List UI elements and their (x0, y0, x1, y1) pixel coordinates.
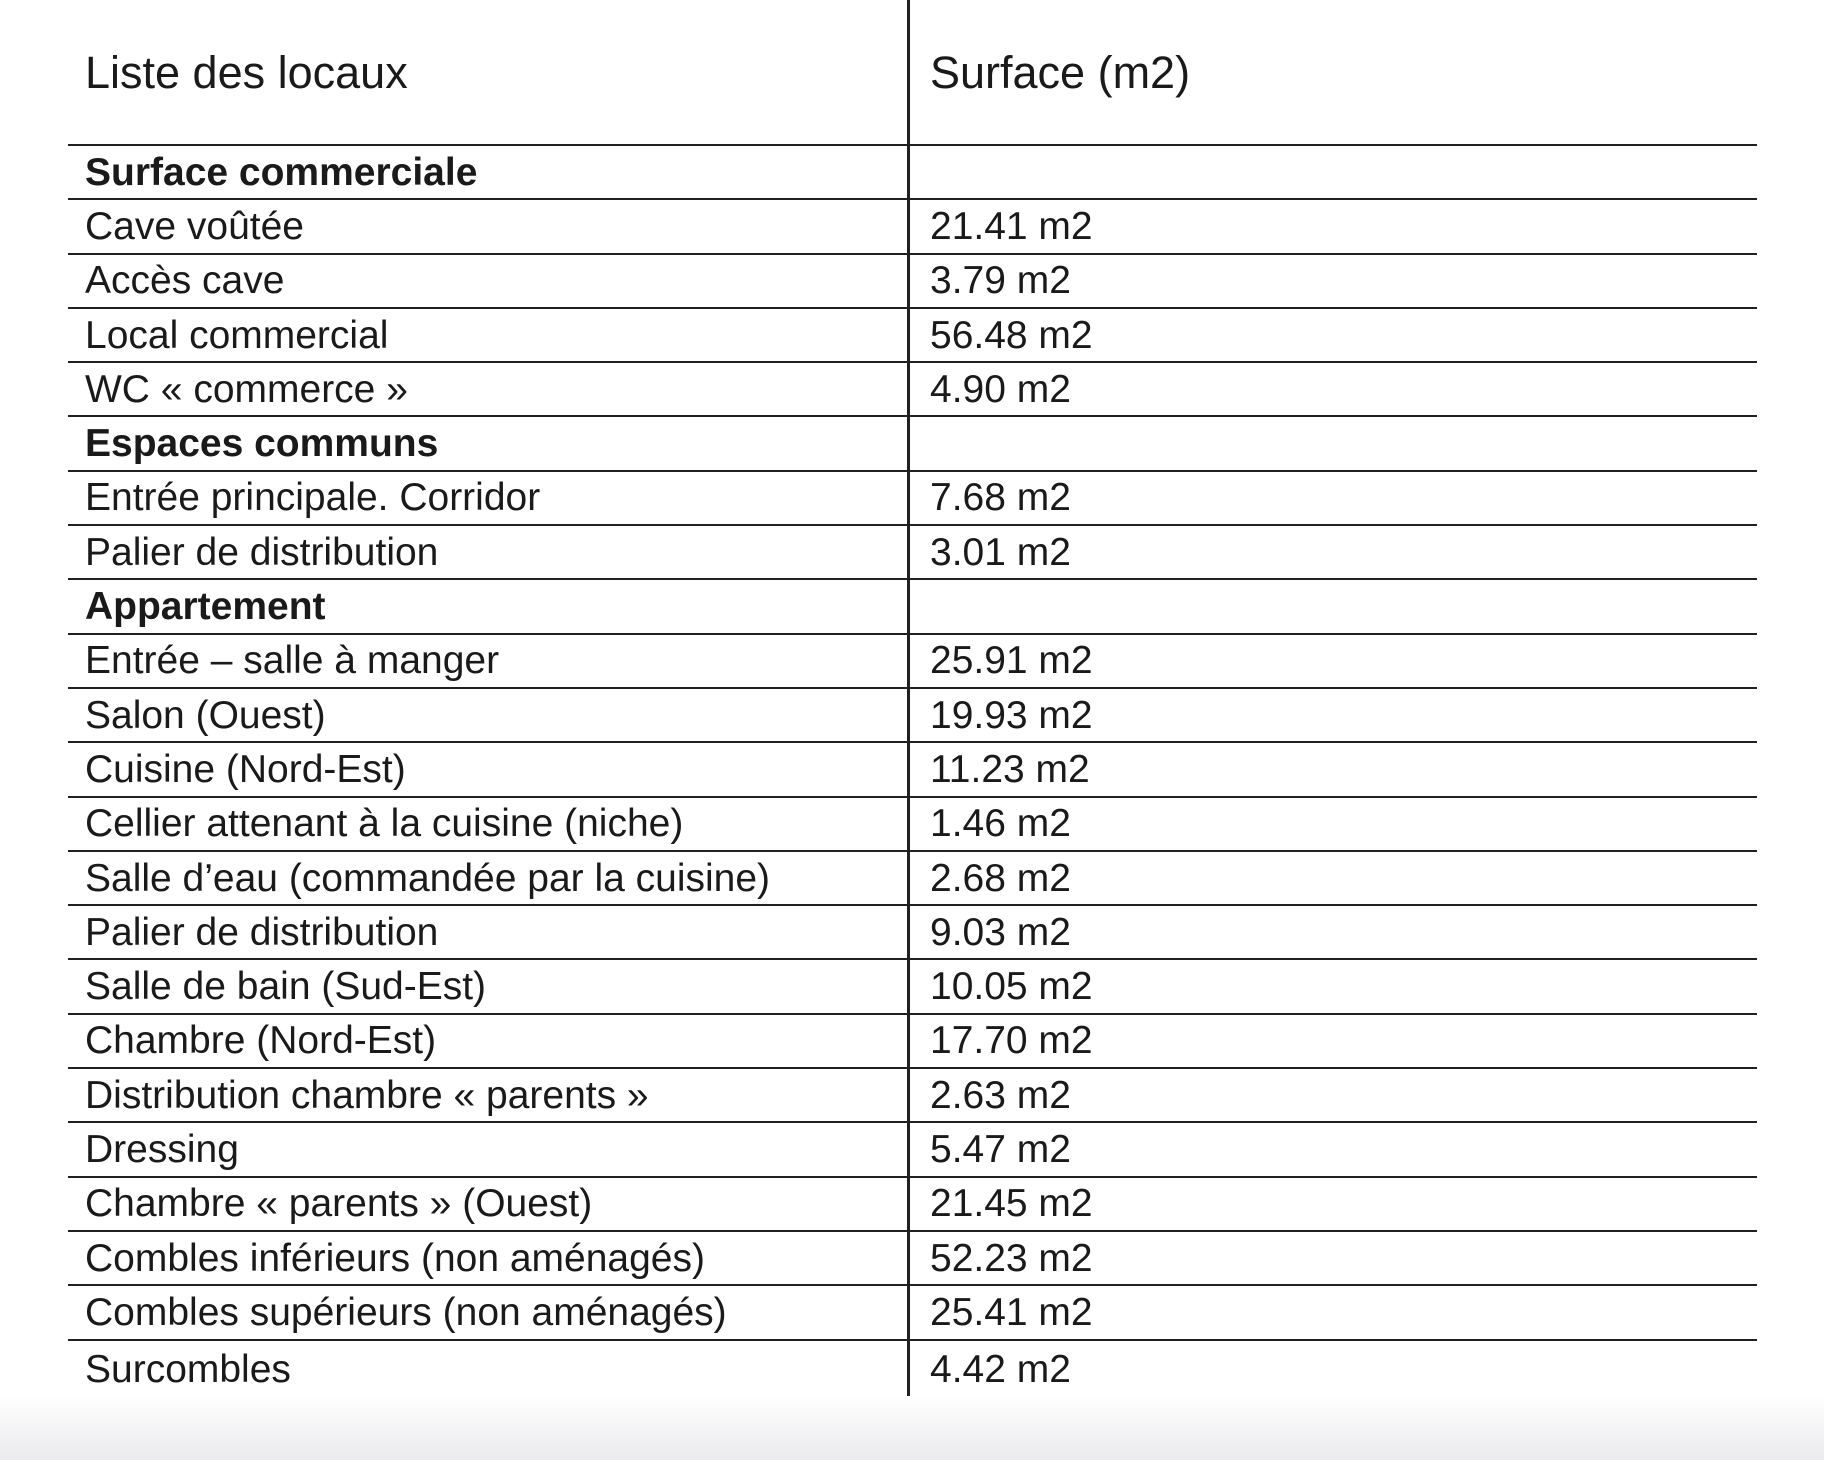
table-row (68, 255, 1757, 309)
table-row (68, 906, 1757, 960)
surface-value-cell: 56.48 m2 (930, 313, 1093, 357)
room-label-cell: Palier de distribution (68, 526, 910, 578)
surface-value-cell: 7.68 m2 (930, 476, 1071, 520)
surface-value-cell: 2.68 m2 (930, 856, 1071, 900)
surface-value-cell: 1.46 m2 (930, 802, 1071, 846)
table-row (68, 363, 1757, 417)
table-row (68, 798, 1757, 852)
surface-value-cell: 4.90 m2 (930, 367, 1071, 411)
room-label-cell: Combles inférieurs (non aménagés) (68, 1232, 910, 1284)
room-label-cell: Salle de bain (Sud-Est) (68, 960, 910, 1012)
table-row (68, 1069, 1757, 1123)
surface-value-cell: 4.42 m2 (930, 1347, 1071, 1391)
surface-value-cell: 52.23 m2 (930, 1236, 1093, 1280)
table-row (68, 1178, 1757, 1232)
room-label-cell: Entrée – salle à manger (68, 635, 910, 687)
column-header-surface: Surface (m2) (930, 46, 1191, 98)
room-label-cell: Dressing (68, 1123, 910, 1175)
table-row (68, 1232, 1757, 1286)
table-row (68, 852, 1757, 906)
rooms-surface-table (68, 0, 1757, 1398)
table-row (68, 472, 1757, 526)
page-bottom-fade (0, 1396, 1824, 1460)
table-header-row (68, 0, 1757, 146)
room-label-cell: Appartement (68, 580, 910, 632)
column-header-liste-des-locaux: Liste des locaux (68, 0, 910, 144)
surface-value-cell (910, 417, 1757, 469)
room-label-cell: WC « commerce » (68, 363, 910, 415)
table-row (68, 200, 1757, 254)
room-label-cell: Surcombles (68, 1341, 910, 1398)
room-label-cell: Cuisine (Nord-Est) (68, 743, 910, 795)
room-label-cell: Salle d’eau (commandée par la cuisine) (68, 852, 910, 904)
table-row (68, 1341, 1757, 1398)
table-row (68, 1286, 1757, 1340)
room-label-cell: Entrée principale. Corridor (68, 472, 910, 524)
surface-value-cell: 9.03 m2 (930, 910, 1071, 954)
surface-value-cell: 21.41 m2 (930, 204, 1093, 248)
table-row (68, 309, 1757, 363)
section-header-row (68, 580, 1757, 634)
section-header-row (68, 417, 1757, 471)
room-label-cell: Combles supérieurs (non aménagés) (68, 1286, 910, 1338)
table-row (68, 960, 1757, 1014)
surface-value-cell: 2.63 m2 (930, 1073, 1071, 1117)
surface-value-cell: 25.91 m2 (930, 639, 1093, 683)
surface-value-cell (910, 146, 1757, 198)
surface-value-cell: 17.70 m2 (930, 1019, 1093, 1063)
room-label-cell: Cave voûtée (68, 200, 910, 252)
surface-value-cell (910, 580, 1757, 632)
table-row (68, 526, 1757, 580)
surface-value-cell: 10.05 m2 (930, 965, 1093, 1009)
surface-value-cell: 25.41 m2 (930, 1290, 1093, 1334)
surface-value-cell: 5.47 m2 (930, 1127, 1071, 1171)
room-label-cell: Accès cave (68, 255, 910, 307)
table-body (68, 146, 1757, 1398)
table-row (68, 743, 1757, 797)
room-label-cell: Chambre (Nord-Est) (68, 1015, 910, 1067)
surface-value-cell: 3.01 m2 (930, 530, 1071, 574)
room-label-cell: Espaces communs (68, 417, 910, 469)
table-row (68, 1123, 1757, 1177)
section-header-row (68, 146, 1757, 200)
surface-value-cell: 21.45 m2 (930, 1182, 1093, 1226)
room-label-cell: Surface commerciale (68, 146, 910, 198)
surface-value-cell: 3.79 m2 (930, 259, 1071, 303)
room-label-cell: Local commercial (68, 309, 910, 361)
room-label-cell: Cellier attenant à la cuisine (niche) (68, 798, 910, 850)
room-label-cell: Salon (Ouest) (68, 689, 910, 741)
table-row (68, 1015, 1757, 1069)
table-row (68, 689, 1757, 743)
room-label-cell: Palier de distribution (68, 906, 910, 958)
room-label-cell: Distribution chambre « parents » (68, 1069, 910, 1121)
surface-value-cell: 11.23 m2 (930, 747, 1090, 791)
table-row (68, 635, 1757, 689)
room-label-cell: Chambre « parents » (Ouest) (68, 1178, 910, 1230)
surface-value-cell: 19.93 m2 (930, 693, 1093, 737)
